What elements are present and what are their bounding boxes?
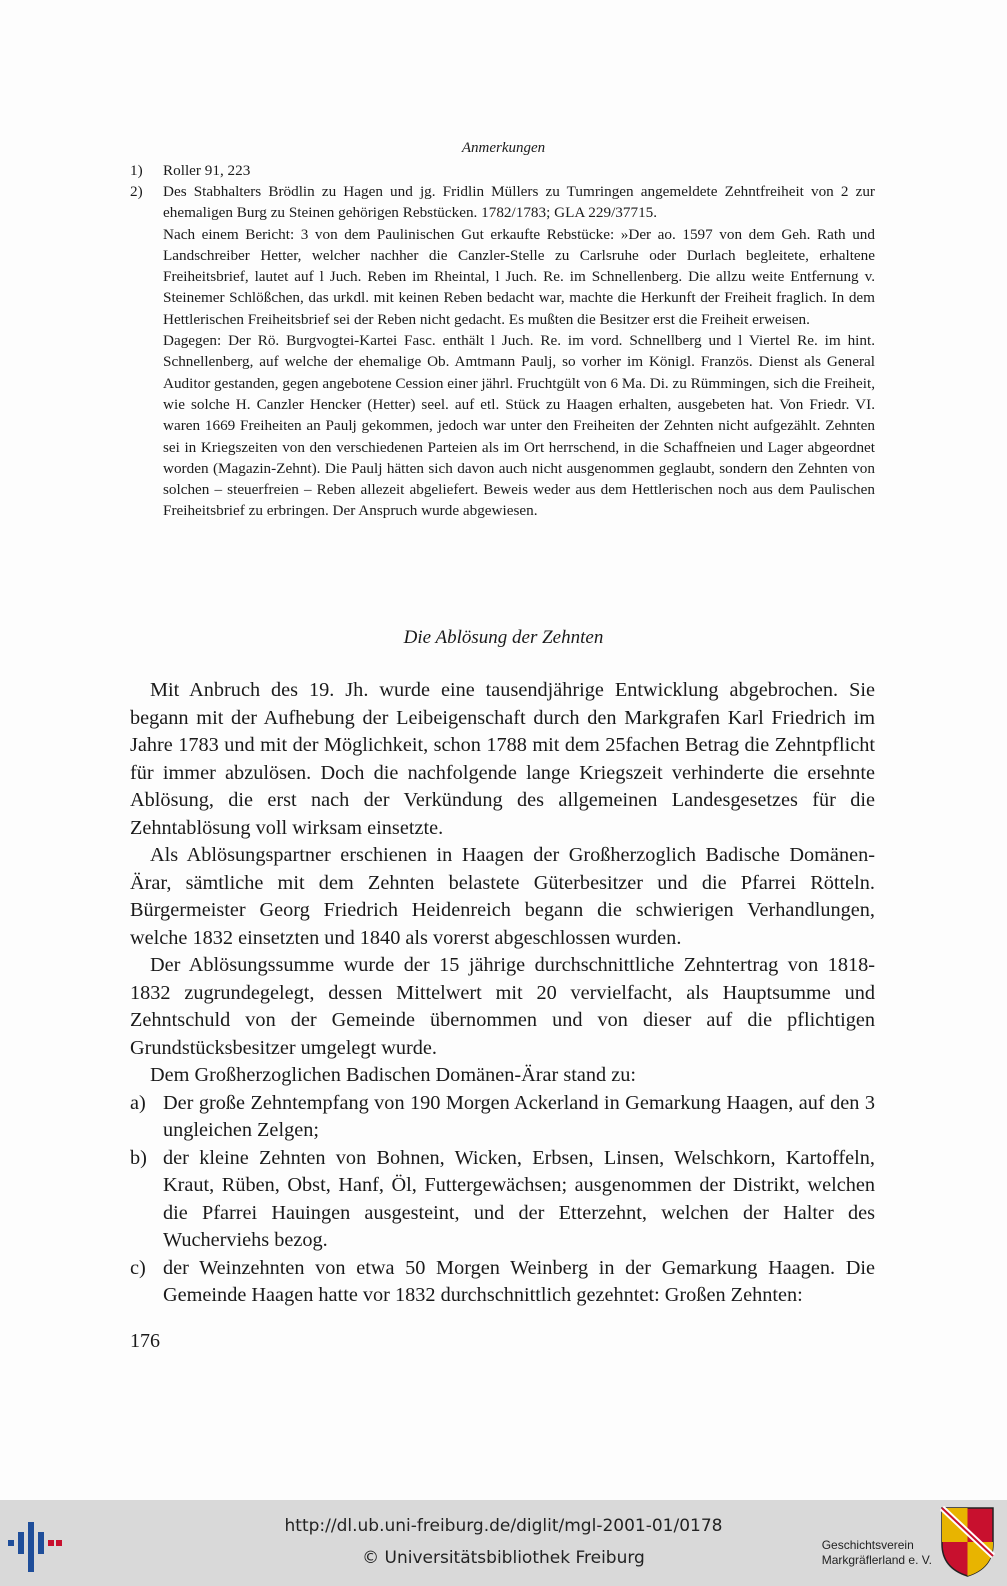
body-paragraph: Mit Anbruch des 19. Jh. wurde eine tausendjährige Entwicklung abgebrochen. Sie begann mit der Aufhebung der Leibeigenschaft durch den Markgrafen Karl Friedrich im Jahre 1783 und mit der Möglichkeit, schon 1788 mit dem 25fachen Betrag die Zehntpflicht für immer abzulösen. Doch die nachfolgende lange Kriegszeit verhinderte die ersehnte Ablösung, die erst nach der Verkündung des allgemeinen Landesgesetzes für die Zehntablösung voll wirksam einsetzte. xyxy=(130,679,875,839)
list-item xyxy=(130,1145,875,1255)
body-paragraph: Dem Großherzoglichen Badischen Domänen-Ärar stand zu: xyxy=(150,1064,637,1086)
copyright-notice: © Universitätsbibliothek Freiburg xyxy=(362,1548,645,1568)
list-item xyxy=(130,1090,875,1145)
notes-heading: Anmerkungen xyxy=(461,140,546,156)
note-text: Nach einem Bericht: 3 von dem Paulinischen Gut erkaufte Rebstücke: »Der ao. 1597 von dem Geh. Rath und Landschreiber Hetter, welcher nachher die Canzler-Stelle zu Carlsruhe oder Durlach begleitete, erhaltene Freiheitsbrief, lautet auf l Juch. Reben im Rheintal, l Juch. Re. im Schnellenberg. Die allzu weite Entfernung v. Steinemer Schlößchen, das urkdl. mit keinen Reben bedacht war, machte die Herkunft der Freiheit fraglich. In dem Hettlerischen Freiheitsbrief sei der Reben nicht gedacht. Es mußten die Besitzer erst die Freiheit erweisen. xyxy=(163,225,875,328)
list-label: a) xyxy=(130,1091,146,1114)
note-text: Roller 91, 223 xyxy=(163,162,251,179)
document-url-link[interactable]: http://dl.ub.uni-freiburg.de/diglit/mgl-2001-01/0178 xyxy=(284,1516,723,1536)
note-1 xyxy=(130,160,875,181)
coat-of-arms-icon xyxy=(940,1506,995,1578)
society-name xyxy=(822,1538,932,1568)
society-line-2: Markgräflerland e. V. xyxy=(821,1553,932,1567)
note-text: Des Stabhalters Brödlin zu Hagen und jg. Fridlin Müllers zu Tumringen angemeldete Zehntfreiheit von 2 zur ehemaligen Burg zu Steinen gehörigen Rebstücken. 1782/1783; GLA 229/37715. xyxy=(163,183,875,222)
note-2 xyxy=(130,181,875,522)
footer-bar xyxy=(0,1500,1007,1586)
list-label: c) xyxy=(130,1256,146,1279)
note-text: Dagegen: Der Rö. Burgvogtei-Kartei Fasc. enthält l Juch. Re. im vord. Schnellberg und l Viertel Re. im hint. Schnellenberg, auf welche der ehemalige Ob. Amtmann Paulj, so vorher im Königl. Französ. Dienst als General Auditor gestanden, gegen angebotene Cession einer jährl. Fruchtgült von 6 Ma. Di. zu Rümmingen, sich die Freiheit, wie solche H. Canzler Hencker (Hetter) seel. auf etl. Stück zu Haagen erhalten, ausgebeten hat. Von Friedr. VI. waren 1669 Freiheiten an Paulj gekommen, jedoch war unter den Freiheiten der Zehnten nicht aufgezählt. Zehnten sei in Kriegszeiten von den verschiedenen Parteien als im Ort herrschend, in die Schaffneien und Lager abgeordnet worden (Magazin-Zehnt). Die Paulj hätten sich davon auch nicht ausgenommen geglaubt, sondern den Zehnten von solchen – steuerfreien – Reben allezeit abgeliefert. Beweis weder aus dem Hettlerischen noch aus dem Paulischen Freiheitsbrief zu erbringen. Der Anspruch wurde abgewiesen. xyxy=(163,332,875,520)
section-title: Die Ablösung der Zehnten xyxy=(403,627,604,648)
note-number: 2) xyxy=(130,183,143,200)
note-number: 1) xyxy=(130,162,143,179)
list-text: Der große Zehntempfang von 190 Morgen Ackerland in Gemarkung Haagen, auf den 3 ungleichen Zelgen; xyxy=(163,1091,875,1141)
list-text: der kleine Zehnten von Bohnen, Wicken, Erbsen, Linsen, Welschkorn, Kartoffeln, Kraut, Rüben, Obst, Hanf, Öl, Futtergewächsen; ausgenommen der Distrikt, welchen die Pfarrei Hauingen ausgesteint, und der Etterzehnt, welchen der Halter des Wucherviehs bezog. xyxy=(163,1146,875,1251)
body-paragraph: Als Ablösungspartner erschienen in Haagen der Großherzoglich Badische Domänen-Ärar, sämtliche mit dem Zehnten belastete Güterbesitzer und die Pfarrei Rötteln. Bürgermeister Georg Friedrich Heidenreich begann die schwierigen Verhandlungen, welche 1832 einsetzten und 1840 als vorerst abgeschlossen wurden. xyxy=(130,844,875,949)
body-text xyxy=(130,677,875,1310)
page-number: 176 xyxy=(130,1330,160,1352)
list-text: der Weinzehnten von etwa 50 Morgen Weinberg in der Gemarkung Haagen. Die Gemeinde Haagen hatte vor 1832 durchschnittlich gezehntet: Großen Zehnten: xyxy=(163,1256,875,1306)
list-label: b) xyxy=(130,1146,147,1169)
list-item xyxy=(130,1255,875,1310)
society-line-1: Geschichtsverein xyxy=(821,1538,914,1552)
body-paragraph: Der Ablösungssumme wurde der 15 jährige durchschnittliche Zehntertrag von 1818-1832 zugrundegelegt, dessen Mittelwert mit 20 vervielfacht, als Hauptsumme und Zehntschuld von der Gemeinde übernommen und von dieser auf die pflichtigen Grundstücksbesitzer umgelegt wurde. xyxy=(130,954,875,1059)
